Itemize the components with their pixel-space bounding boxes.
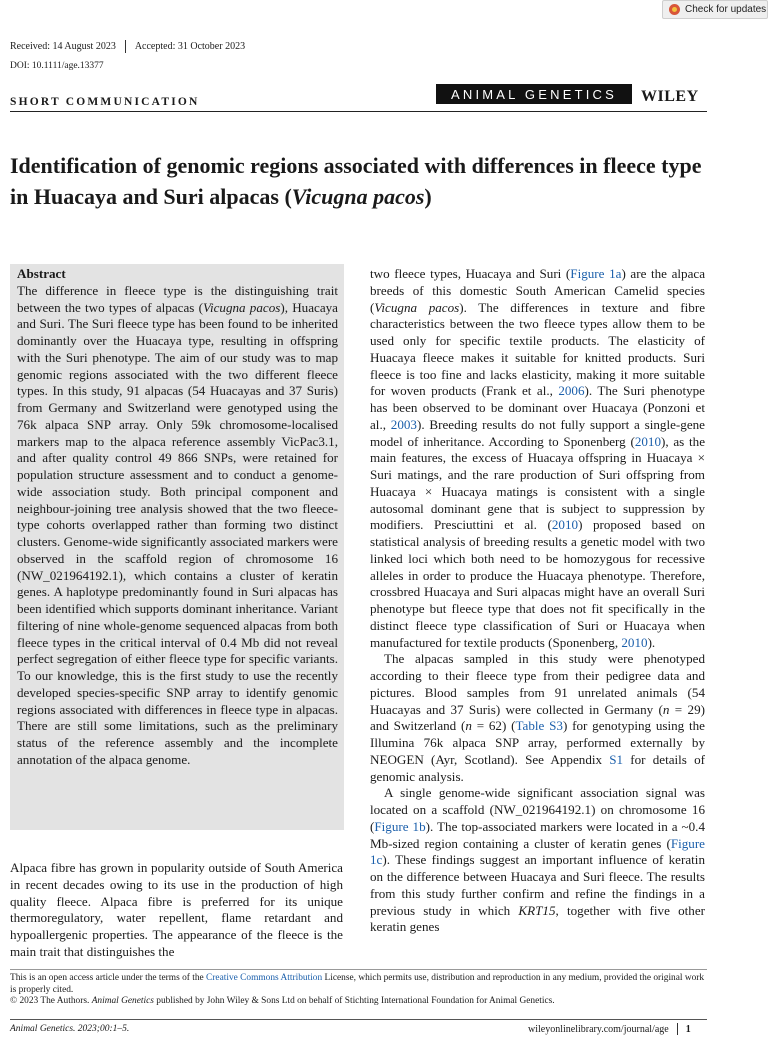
title-species: Vicugna pacos (291, 184, 425, 209)
figure-1c-link[interactable]: Figure 1c (370, 835, 705, 868)
crossmark-icon (669, 4, 680, 15)
title-end: ) (424, 184, 432, 209)
check-for-updates-button[interactable] (662, 0, 768, 19)
journal-url[interactable]: wileyonlinelibrary.com/journal/age (528, 1023, 669, 1035)
reference-link[interactable]: 2003 (390, 416, 417, 432)
license-line: This is an open access article under the terms of the Creative Commons Attribution License, which permits use, distribution and reproduction in any medium, provided the original work is properly cited. (10, 973, 705, 995)
header-rule (10, 111, 707, 112)
abstract (17, 266, 338, 769)
right-column (370, 266, 705, 936)
publisher-logo: WILEY (641, 88, 699, 105)
appendix-s1-link[interactable]: S1 (609, 751, 624, 767)
title-text: Identification of genomic regions associated with differences in fleece type in Huacaya and Suri alpacas ( (10, 153, 702, 209)
article-title (10, 150, 710, 212)
reference-link[interactable]: 2010 (551, 517, 579, 533)
doi: DOI: 10.1111/age.13377 (10, 61, 104, 71)
section-label: SHORT COMMUNICATION (10, 96, 200, 108)
article-dates (10, 40, 245, 53)
paragraph: two fleece types, Huacaya and Suri (Figure 1a) are the alpaca breeds of this domestic South American Camelid species (Vicugna pacos). The differences in texture and fibre characteristics between the two fleece types allow them to be used only for specific textile products. The elasticity of Huacaya fleece makes it suitable for knitted products. Suri fleece is too fine and lacks elasticity, making it more suitable for woven products (Frank et al., 2006). The Suri phenotype has been observed to be dominant over Huacaya (Ponzoni et al., 2003). Breeding results do not fully support a single-gene model of inheritance. According to Sponenberg (2010), as the main features, the excess of Huacaya offspring in Huacaya × Suri matings, and the rare production of Suri offspring from Huacaya × Huacaya matings is consistent with a single autosomal dominant gene that is subject to suppression by modifiers. Presciuttini et al. (2010) proposed based on statistical analysis of breeding results a genetic model with two linked loci which both need to be homozygous for recessive alleles in order to produce the Huacaya phenotype. Therefore, crossbred Huacaya and Suri alpacas might have an overall Suri phenotype but fleece type that does not fit specifically in the distinct fleece type classification of Suri or Huacaya when manufactured for textile products (Sponenberg, 2010). (370, 266, 706, 650)
abstract-heading: Abstract (17, 266, 66, 281)
paragraph: A single genome-wide significant association signal was located on a scaffold (NW_021964192.1) on chromosome 16 (Figure 1b). The top-associated markers were located in a ~0.4 Mb-sized region containing a cluster of keratin genes (Figure 1c). These findings suggest an important influence of keratin on the difference between Huacaya and Suri fleece. The results from this study further confirm and refine the findings in a previous study in which KRT15, together with five other keratin genes (370, 785, 706, 935)
reference-link[interactable]: 2010 (634, 433, 662, 449)
check-for-updates-label: Check for updates (685, 4, 767, 15)
cc-license-link[interactable]: Creative Commons Attribution (206, 973, 323, 983)
footer-rule (10, 1019, 707, 1020)
figure-1b-link[interactable]: Figure 1b (374, 818, 426, 834)
accepted-date: Accepted: 31 October 2023 (134, 41, 246, 52)
abstract-text: The difference in fleece type is the distinguishing trait between the two types of alpacas ( (17, 282, 338, 315)
page-number: 1 (685, 1023, 691, 1035)
abstract-species: Vicugna pacos (202, 299, 281, 315)
license-footnote (10, 973, 710, 1008)
copyright-line: © 2023 The Authors. Animal Genetics published by John Wiley & Sons Ltd on behalf of Stichting International Foundation for Animal Genetics. (10, 996, 555, 1006)
abstract-text-cont: ), Huacaya and Suri. The Suri fleece type has been found to be inherited dominantly over the Huacaya type, resulting in offspring with the Suri phenotype. The aim of our study was to map genomic regions associated with the two different fleece types. In this study, 91 alpacas (54 Huacayas and 37 Suris) from Germany and Switzerland were genotyped using the 76k alpaca SNP array. Only 59k chromosome-localised markers map to the alpaca reference assembly VicPac3.1, and after quality control 49 866 SNPs, were retained for population structure assessment and to conduct a genome-wide association study. Both principal component and neighbour-joining tree analysis showed that the two fleece-type cohorts overlapped rather than forming two distinct clusters. Genome-wide significantly associated markers were observed in the scaffold region of chromosome 16 (NW_021964192.1), which contains a cluster of keratin genes. A haplotype predominantly found in Suri alpacas has been identified which supports dominant inheritance. Variant filtering of nine whole-genome sequenced alpacas from both fleece types in the critical interval of 0.4 Mb did not reveal perfect segregation of either fleece type for specific variants. To our knowledge, this is the first study to use the recently developed species-specific SNP array to identify genomic regions associated with differences in fleece type in alpacas. There are still some limitations, such as the preliminary status of the reference assembly and the incomplete annotation of the alpaca genome. (17, 299, 338, 767)
table-s3-link[interactable]: Table S3 (515, 718, 563, 734)
footer-right (528, 1023, 691, 1035)
divider (677, 1023, 678, 1035)
reference-link[interactable]: 2006 (558, 383, 585, 399)
figure-1a-link[interactable]: Figure 1a (570, 266, 622, 281)
reference-link[interactable]: 2010 (621, 634, 648, 650)
received-date: Received: 14 August 2023 (10, 41, 116, 52)
footnote-rule (10, 969, 707, 970)
journal-citation: Animal Genetics. 2023;00:1–5. (10, 1024, 130, 1034)
journal-name: ANIMAL GENETICS (436, 84, 632, 104)
divider (125, 40, 126, 53)
paragraph: The alpacas sampled in this study were phenotyped according to their fleece type from their pedigree data and pictures. Blood samples from 91 unrelated animals (54 Huacayas and 37 Suris) were collected in Germany (n = 29) and Switzerland (n = 62) (Table S3) for genotyping using the Illumina 76k alpaca SNP array, performed externally by NEOGEN (Ayr, Scotland). See Appendix S1 for details of genomic analysis. (370, 651, 705, 784)
intro-paragraph: Alpaca fibre has grown in popularity outside of South America in recent decades owing to its use in the production of high quality fleece. Alpaca fibre is preferred for its unique thermoregulatory, water repellent, flame retardant and hypoallergenic properties. The appearance of the fleece is the main trait that distinguishes the (10, 860, 343, 959)
